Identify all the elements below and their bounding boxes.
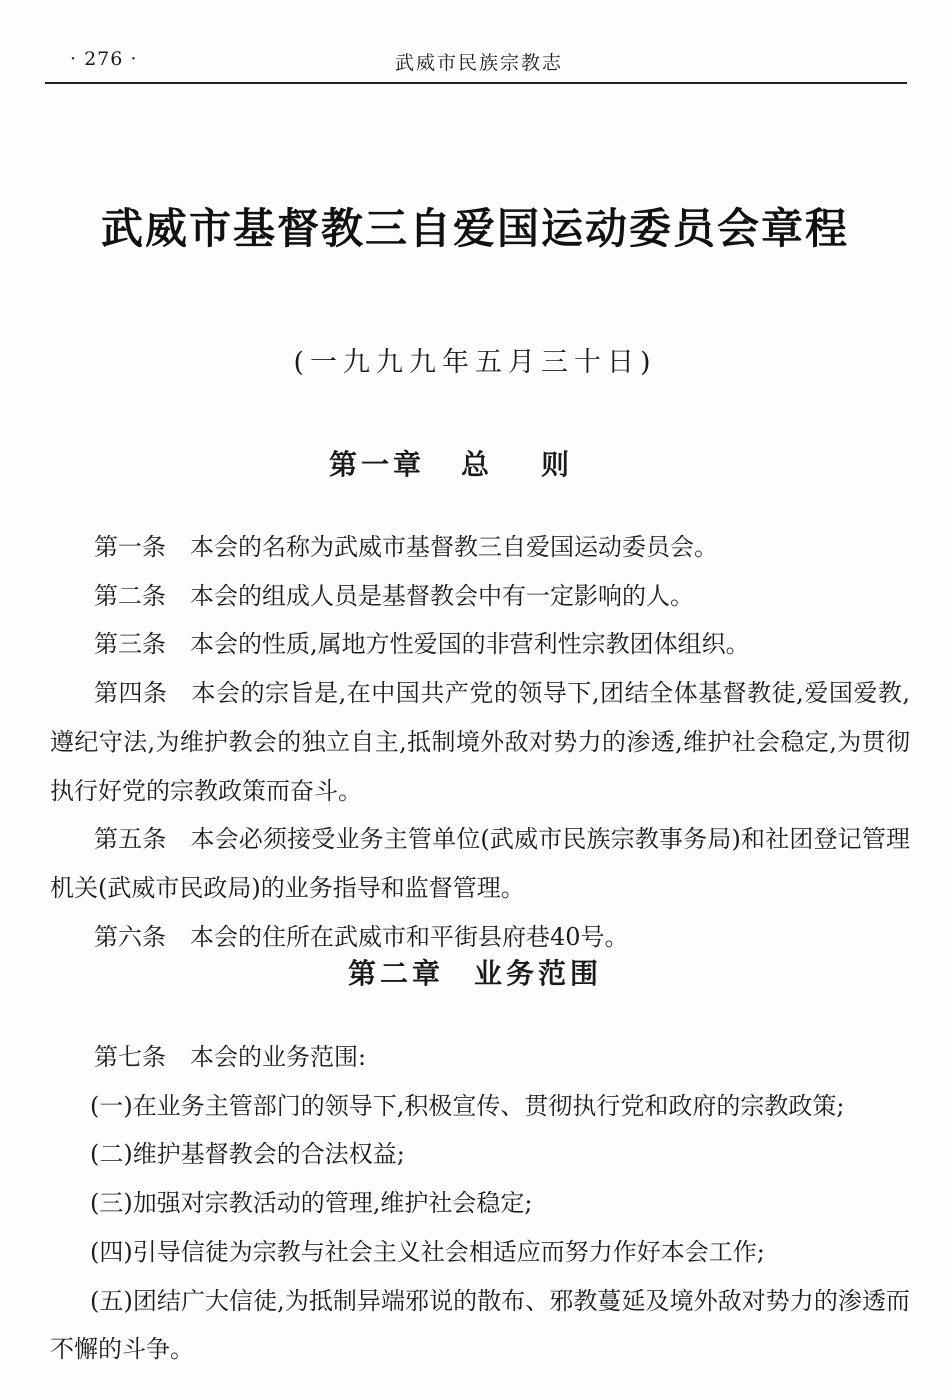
article-number: 第三条 <box>94 630 166 659</box>
scope-item: (四)引导信徒为宗教与社会主义社会相适应而努力作好本会工作; <box>90 1237 765 1266</box>
document-title: 武威市基督教三自爱国运动委员会章程 <box>100 204 849 253</box>
article-number: 第五条 <box>94 825 167 854</box>
page-number: · 276 · <box>70 48 138 70</box>
article-text: 本会的宗旨是,在中国共产党的领导下,团结全体基督教徒,爱国爱教,遵纪守法,为维护教会的独立自主,抵制境外敌对势力的渗透,维护社会稳定,为贯彻执行好党的宗教政策而奋斗。 <box>50 679 911 805</box>
scope-item: (三)加强对宗教活动的管理,维护社会稳定; <box>90 1189 533 1218</box>
article-text: 本会的住所在武威市和平街县府巷40号。 <box>190 922 629 951</box>
scope-item: (一)在业务主管部门的领导下,积极宣传、贯彻执行党和政府的宗教政策; <box>90 1091 845 1120</box>
document-date: (一九九九年五月三十日) <box>293 347 657 378</box>
chapter-1-heading <box>0 443 950 483</box>
article-number: 第二条 <box>94 581 166 610</box>
article-text: 本会必须接受业务主管单位(武威市民族宗教事务局)和社团登记管理机关(武威市民政局)的业务指导和监督管理。 <box>50 825 910 902</box>
article-text: 本会的业务范围: <box>190 1043 367 1071</box>
scope-item: (五)团结广大信徒,为抵制异端邪说的散布、邪教蔓延及境外敌对势力的渗透而不懈的斗争。 <box>50 1286 910 1364</box>
page-header <box>0 40 950 88</box>
chapter-2-heading <box>0 952 950 992</box>
chapter-name: 业务范围 <box>474 957 603 990</box>
article-7 <box>50 1033 910 1082</box>
article-3 <box>50 620 910 669</box>
chapter-number: 第二章 <box>347 957 444 990</box>
chapter-2-body <box>50 1033 910 1374</box>
article-4 <box>50 669 910 815</box>
chapter-name: 总则 <box>461 448 622 481</box>
article-1 <box>50 523 910 572</box>
article-text: 本会的名称为武威市基督教三自爱国运动委员会。 <box>190 533 718 561</box>
article-number: 第一条 <box>94 533 166 561</box>
article-number: 第七条 <box>94 1043 166 1071</box>
header-rule <box>45 82 907 84</box>
article-number: 第六条 <box>94 922 166 951</box>
article-5 <box>50 815 910 912</box>
chapter-1-body <box>50 523 910 961</box>
article-text: 本会的性质,属地方性爱国的非营利性宗教团体组织。 <box>190 630 750 659</box>
chapter-number: 第一章 <box>328 448 425 481</box>
running-title: 武威市民族宗教志 <box>395 52 564 74</box>
article-number: 第四条 <box>94 679 168 708</box>
scope-item: (二)维护基督教会的合法权益; <box>90 1140 405 1169</box>
article-text: 本会的组成人员是基督教会中有一定影响的人。 <box>190 581 694 610</box>
article-2 <box>50 572 910 621</box>
